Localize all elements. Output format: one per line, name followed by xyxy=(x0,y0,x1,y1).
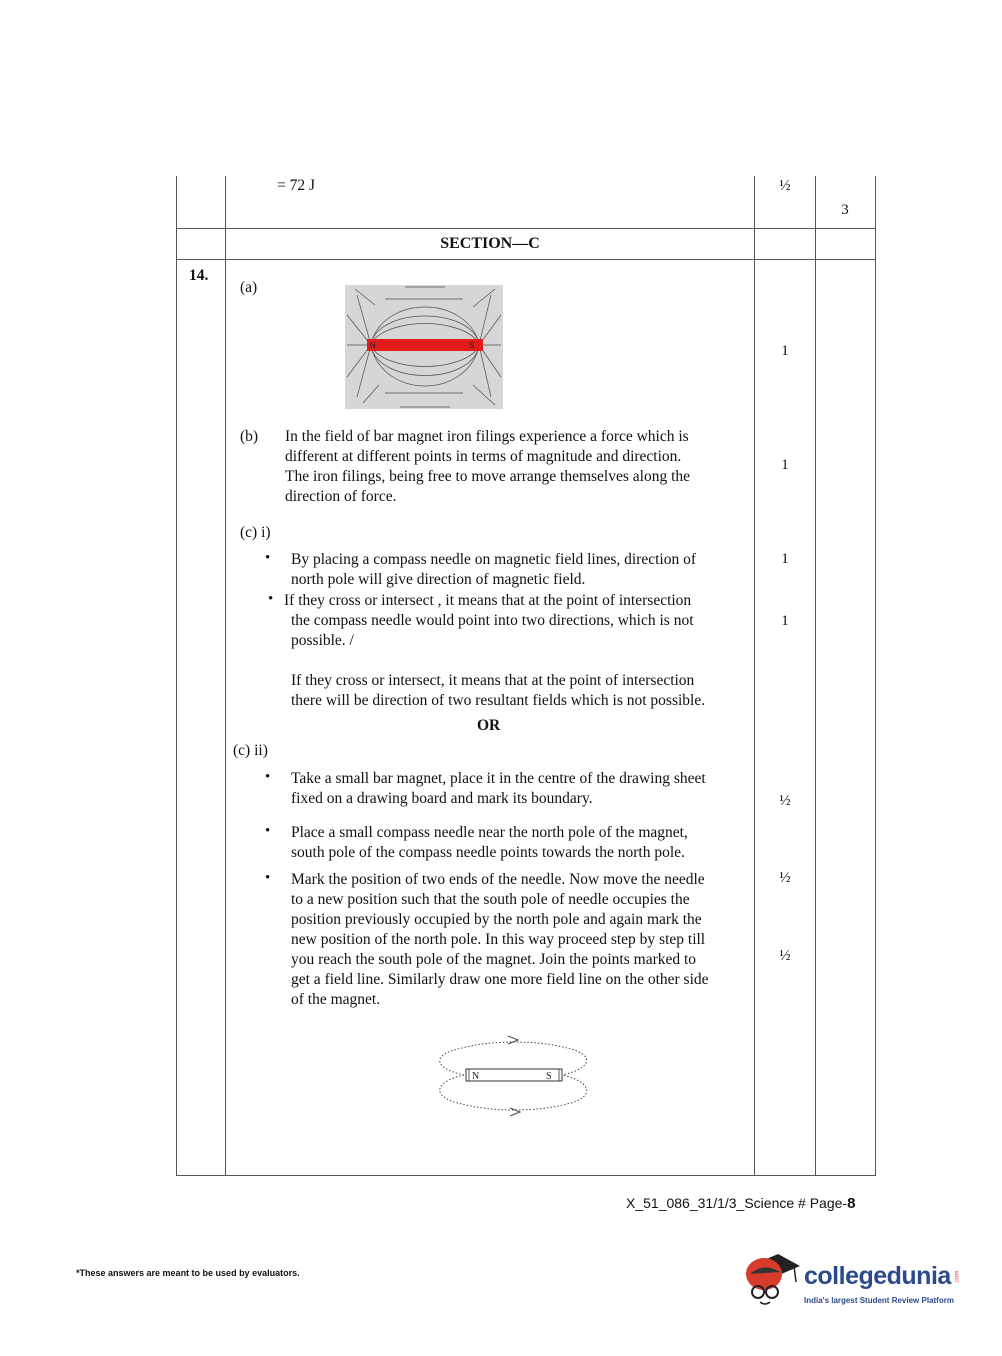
c-ii-b3-mark-1: ½ xyxy=(779,870,791,886)
c-ii-b3-line-1: Mark the position of two ends of the needle. Now move the needle xyxy=(291,871,705,888)
bullet-c-ii-2: • xyxy=(265,823,271,839)
c-i-b2-mark: 1 xyxy=(781,613,789,629)
c-i-b2-line-2: the compass needle would point into two directions, which is not xyxy=(291,612,694,629)
prev-answer: = 72 J xyxy=(277,177,316,194)
c-ii-b3-line-5: you reach the south pole of the magnet. Join the points marked to xyxy=(291,951,697,968)
table-row-divider-1 xyxy=(176,228,876,229)
table-col-divider-2 xyxy=(754,176,755,1176)
prev-total: 3 xyxy=(841,202,849,218)
part-b-label: (b) xyxy=(240,428,259,445)
c-i-alt-line-1: If they cross or intersect, it means that at the point of intersection xyxy=(291,672,695,689)
c-i-alt-line-2: there will be direction of two resultant fields which is not possible. xyxy=(291,692,706,709)
table-border-left xyxy=(176,176,177,1176)
section-title: SECTION—C xyxy=(440,235,540,252)
evaluator-note: *These answers are meant to be used by evaluators. xyxy=(76,1268,300,1278)
table-row-divider-2 xyxy=(176,259,876,260)
c-ii-b3-line-2: to a new position such that the south pole of needle occupies the xyxy=(291,891,690,908)
c-ii-b3-line-7: of the magnet. xyxy=(291,991,381,1008)
iron-filings-figure xyxy=(345,285,503,409)
part-b-line-4: direction of force. xyxy=(285,488,397,505)
part-b-line-2: different at different points in terms of magnitude and direction. xyxy=(285,448,682,465)
part-b-line-1: In the field of bar magnet iron filings experience a force which is xyxy=(285,428,689,445)
page-number: 8 xyxy=(847,1195,856,1212)
table-border-right xyxy=(875,176,876,1176)
part-a-mark: 1 xyxy=(781,343,789,359)
bar-magnet xyxy=(367,339,483,351)
c-ii-b2-line-1: Place a small compass needle near the north pole of the magnet, xyxy=(291,824,688,841)
c-i-b1-line-2: north pole will give direction of magnetic field. xyxy=(291,571,586,588)
bullet-c-ii-3: • xyxy=(265,870,271,886)
c-ii-b1-mark: ½ xyxy=(779,793,791,809)
c-ii-b1-line-2: fixed on a drawing board and mark its boundary. xyxy=(291,790,593,807)
filings-s-label: S xyxy=(469,341,475,350)
bullet-c-i-2: • xyxy=(268,591,274,607)
part-c-i-label: (c) i) xyxy=(240,524,271,541)
mascot-icon xyxy=(742,1248,802,1312)
table-border-bottom xyxy=(176,1175,876,1176)
bullet-c-ii-1: • xyxy=(265,769,271,785)
question-number: 14. xyxy=(189,267,209,284)
logo-suffix: .com xyxy=(954,1270,961,1284)
c-ii-b3-line-4: new position of the north pole. In this way proceed step by step till xyxy=(291,931,706,948)
c-ii-b2-line-2: south pole of the compass needle points towards the north pole. xyxy=(291,844,685,861)
or-separator: OR xyxy=(477,717,501,734)
c-i-b2-line-3: possible. / xyxy=(291,632,354,649)
iron-filings-svg xyxy=(345,285,503,409)
c-i-b1-line-1: By placing a compass needle on magnetic field lines, direction of xyxy=(291,551,697,568)
part-a-label: (a) xyxy=(240,279,258,296)
c-ii-b3-mark-2: ½ xyxy=(779,948,791,964)
part-b-mark: 1 xyxy=(781,457,789,473)
c-i-b2-line-1: If they cross or intersect , it means that at the point of intersection xyxy=(284,592,692,609)
field-line-diagram xyxy=(432,1028,596,1120)
table-col-divider-3 xyxy=(815,176,816,1176)
field-s-label: S xyxy=(546,1071,552,1082)
table-col-divider-1 xyxy=(225,176,226,1176)
field-n-label: N xyxy=(472,1071,480,1082)
field-line-svg xyxy=(432,1028,596,1120)
bullet-c-i-1: • xyxy=(265,550,271,566)
page-code xyxy=(626,1195,855,1212)
part-c-ii-label: (c) ii) xyxy=(233,742,268,759)
part-b-line-3: The iron filings, being free to move arrange themselves along the xyxy=(285,468,691,485)
c-ii-b1-line-1: Take a small bar magnet, place it in the centre of the drawing sheet xyxy=(291,770,706,787)
collegedunia-logo xyxy=(742,1248,972,1318)
filings-n-label: N xyxy=(370,341,376,350)
logo-tagline: India's largest Student Review Platform xyxy=(804,1296,954,1305)
c-i-b1-mark: 1 xyxy=(781,551,789,567)
logo-name: collegedunia xyxy=(804,1262,951,1290)
page-code-prefix: X_51_086_31/1/3_Science # Page- xyxy=(626,1195,848,1211)
logo-wordmark xyxy=(804,1262,964,1291)
c-ii-b3-line-6: get a field line. Similarly draw one more field line on the other side xyxy=(291,971,709,988)
c-ii-b3-line-3: position previously occupied by the north pole and again mark the xyxy=(291,911,702,928)
prev-mark: ½ xyxy=(779,178,791,194)
